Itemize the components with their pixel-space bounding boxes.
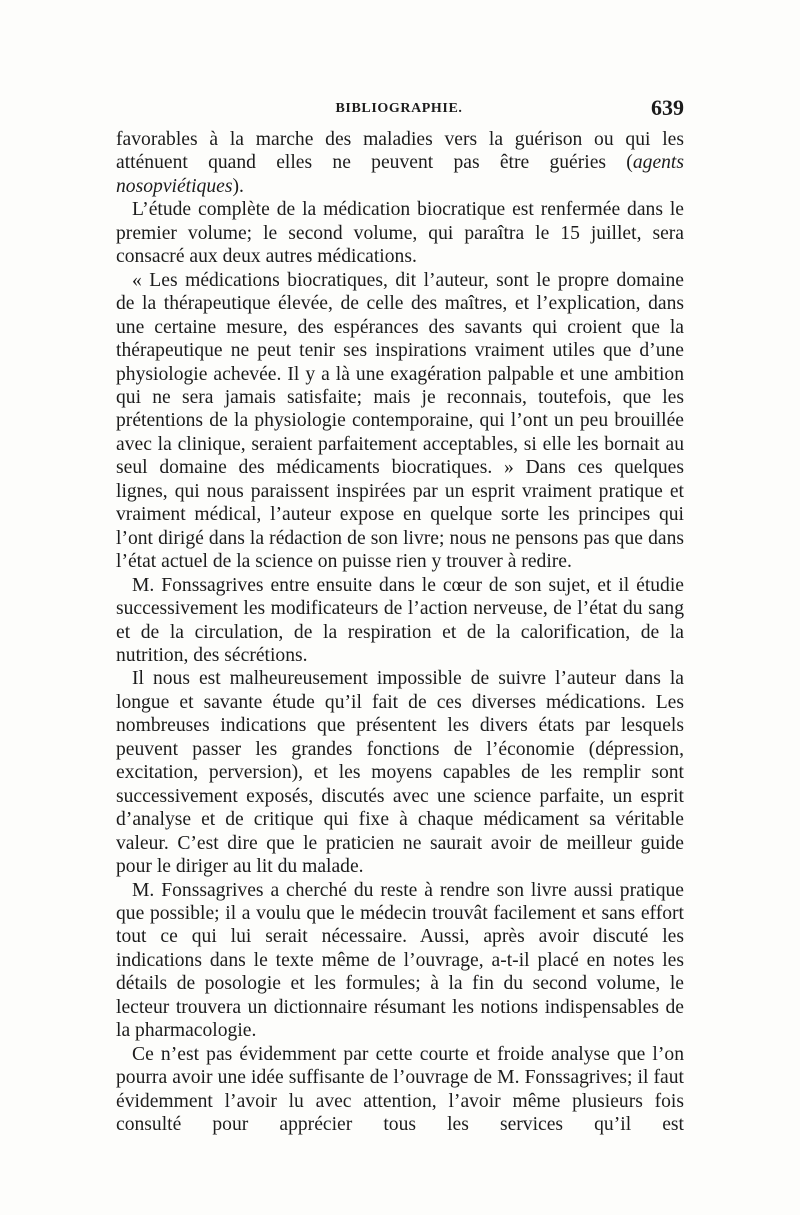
page-number: 639 [651, 95, 684, 120]
paragraph: M. Fonssagrives a cherché du reste à rendre son livre aussi pratique que possible; il a voulu que le médecin trouvât facilement et sans effort tout ce qui lui serait nécessaire. Aussi, après avoir discuté les indications dans le texte même de l’ouvrage, a-t-il placé en notes les détails de posologie et les formules; à la fin du second volume, le lecteur trouvera un dictionnaire résumant les notions indispensables de la pharmacologie. [116, 879, 684, 1042]
paragraph-continued [116, 128, 684, 198]
paragraph: M. Fonssagrives entre ensuite dans le cœur de son sujet, et il étudie successivement les modificateurs de l’action nerveuse, de l’état du sang et de la circulation, de la respiration et de la calorification, de la nutrition, des sécrétions. [116, 574, 684, 666]
paragraph-text: favorables à la marche des maladies vers la guérison ou qui les atténuent quand elles ne peuvent pas être guéries ( [116, 129, 684, 174]
italic-term: agents nosopviétiques [116, 152, 684, 197]
paragraph: L’étude complète de la médication biocratique est renfermée dans le premier volume; le second volume, qui paraîtra le 15 juillet, sera consacré aux deux autres médications. [116, 199, 684, 268]
body-text [116, 128, 684, 1136]
paragraph-text: ). [232, 175, 244, 197]
paragraph-continues: Ce n’est pas évidemment par cette courte et froide analyse que l’on pourra avoir une idée suffisante de l’ouvrage de M. Fonssagrives; il faut évidemment l’avoir lu avec attention, l’avoir même plusieurs fois consulté pour apprécier tous les services qu’il est [116, 1043, 684, 1136]
paragraph-quotation: « Les médications biocratiques, dit l’auteur, sont le propre domaine de la thérapeutique élevée, de celle des maîtres, et l’explication, dans une certaine mesure, des espérances des savants qui croient que la thérapeutique ne peut tenir ses inspirations vraiment utiles que d’une physiologie achevée. Il y a là une exagération palpable et une ambition qui ne sera jamais satisfaite; mais je reconnais, toutefois, que les prétentions de la physiologie contemporaine, qui l’ont un peu brouillée avec la clinique, seraient parfaitement acceptables, si elle les bornait au seul domaine des médicaments biocratiques. » Dans ces quelques lignes, qui nous paraissent inspirées par un esprit vraiment pratique et vraiment médical, l’auteur expose en quelque sorte les principes qui l’ont dirigé dans la rédaction de son livre; nous ne pensons pas que dans l’état actuel de la science on puisse rien y trouver à redire. [116, 269, 684, 573]
paragraph: Il nous est malheureusement impossible de suivre l’auteur dans la longue et savante étude qu’il fait de ces diverses médications. Les nombreuses indications que présentent les divers états par lesquels peuvent passer les grandes fonctions de l’économie (dépression, excitation, perversion), et les moyens capables de les remplir sont successivement exposés, discutés avec une science parfaite, un esprit d’analyse et de critique qui fixe à chaque médicament sa véritable valeur. C’est dire que le praticien ne saurait avoir de meilleur guide pour le diriger au lit du malade. [116, 668, 684, 878]
running-head [116, 95, 682, 121]
running-title: BIBLIOGRAPHIE. [335, 101, 463, 116]
